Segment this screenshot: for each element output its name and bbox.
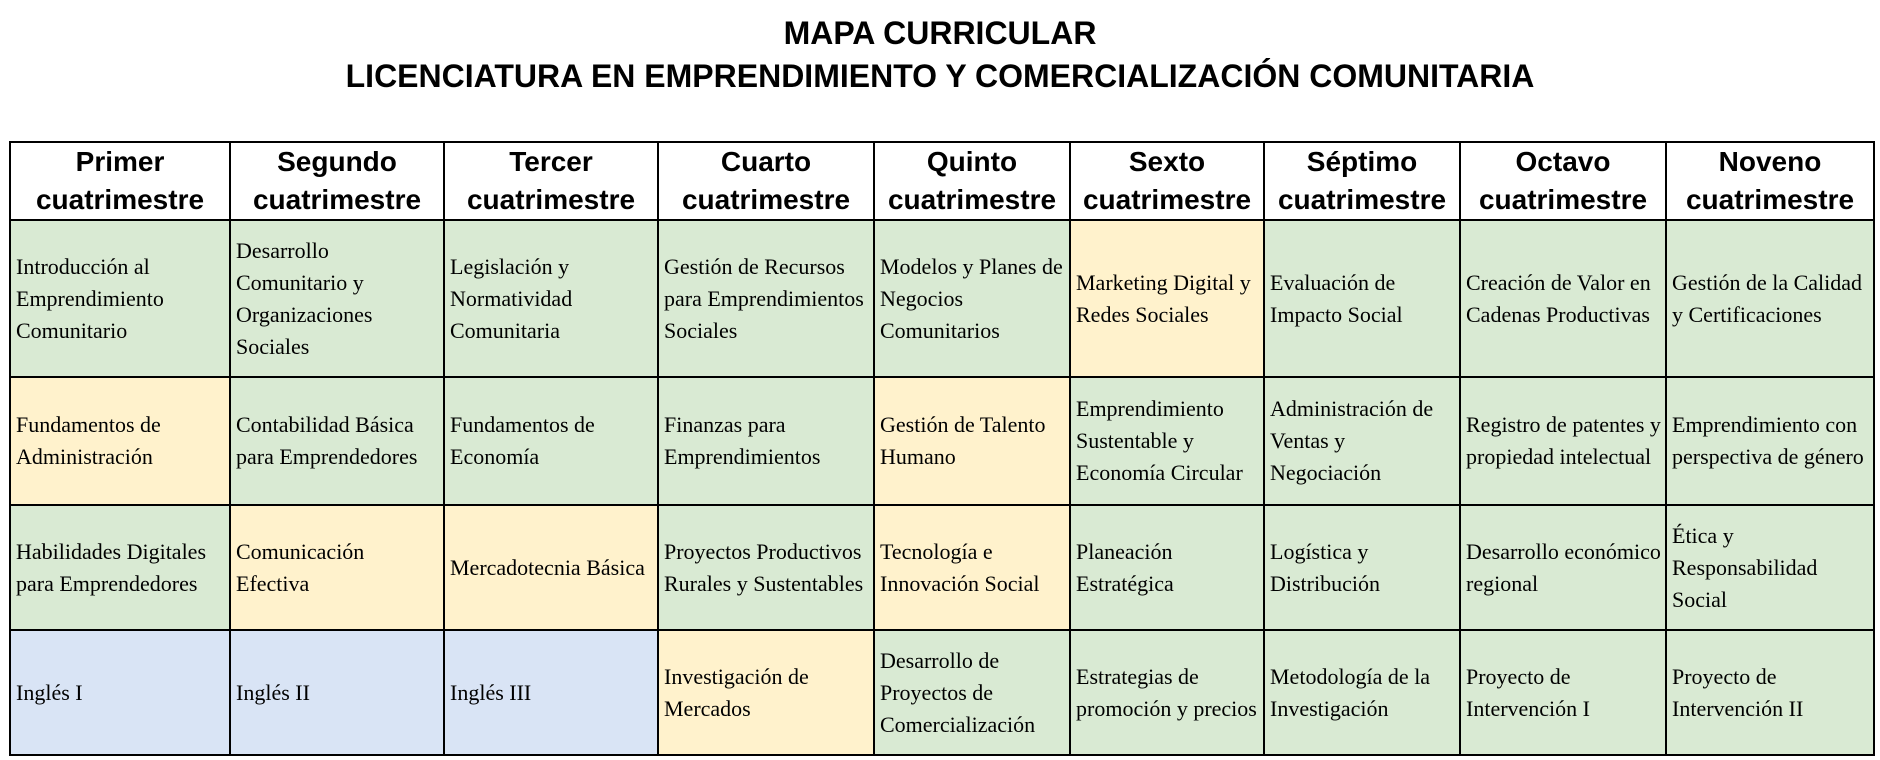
subject-cell: Desarrollo Comunitario y Organizaciones Sociales	[230, 220, 444, 377]
subject-cell: Fundamentos de Administración	[10, 377, 230, 505]
column-header-5: Quinto cuatrimestre	[874, 142, 1070, 220]
subject-cell: Desarrollo económico regional	[1460, 505, 1666, 630]
subject-cell: Proyectos Productivos Rurales y Sustentables	[658, 505, 874, 630]
subject-cell: Gestión de Talento Humano	[874, 377, 1070, 505]
subject-cell: Proyecto de Intervención I	[1460, 630, 1666, 755]
subject-cell: Comunicación Efectiva	[230, 505, 444, 630]
subject-cell: Evaluación de Impacto Social	[1264, 220, 1460, 377]
subject-cell: Inglés I	[10, 630, 230, 755]
title-line-2: LICENCIATURA EN EMPRENDIMIENTO Y COMERCIALIZACIÓN COMUNITARIA	[345, 58, 1535, 94]
table-row	[10, 505, 1874, 630]
subject-cell: Gestión de la Calidad y Certificaciones	[1666, 220, 1874, 377]
subject-cell: Gestión de Recursos para Emprendimientos Sociales	[658, 220, 874, 377]
subject-cell: Desarrollo de Proyectos de Comercialización	[874, 630, 1070, 755]
subject-cell: Registro de patentes y propiedad intelectual	[1460, 377, 1666, 505]
subject-cell: Administración de Ventas y Negociación	[1264, 377, 1460, 505]
subject-cell: Logística y Distribución	[1264, 505, 1460, 630]
header-row	[10, 142, 1874, 220]
curriculum-table	[9, 141, 1875, 756]
document-title	[0, 12, 1880, 98]
title-line-1: MAPA CURRICULAR	[783, 15, 1097, 51]
column-header-1: Primer cuatrimestre	[10, 142, 230, 220]
table-row	[10, 377, 1874, 505]
subject-cell: Creación de Valor en Cadenas Productivas	[1460, 220, 1666, 377]
subject-cell: Finanzas para Emprendimientos	[658, 377, 874, 505]
subject-cell: Marketing Digital y Redes Sociales	[1070, 220, 1264, 377]
subject-cell: Planeación Estratégica	[1070, 505, 1264, 630]
table-row	[10, 630, 1874, 755]
column-header-3: Tercer cuatrimestre	[444, 142, 658, 220]
subject-cell: Metodología de la Investigación	[1264, 630, 1460, 755]
subject-cell: Estrategias de promoción y precios	[1070, 630, 1264, 755]
subject-cell: Emprendimiento con perspectiva de género	[1666, 377, 1874, 505]
subject-cell: Inglés III	[444, 630, 658, 755]
subject-cell: Emprendimiento Sustentable y Economía Circular	[1070, 377, 1264, 505]
column-header-8: Octavo cuatrimestre	[1460, 142, 1666, 220]
column-header-2: Segundo cuatrimestre	[230, 142, 444, 220]
subject-cell: Legislación y Normatividad Comunitaria	[444, 220, 658, 377]
table-row	[10, 220, 1874, 377]
subject-cell: Mercadotecnia Básica	[444, 505, 658, 630]
subject-cell: Investigación de Mercados	[658, 630, 874, 755]
subject-cell: Inglés II	[230, 630, 444, 755]
column-header-9: Noveno cuatrimestre	[1666, 142, 1874, 220]
subject-cell: Introducción al Emprendimiento Comunitario	[10, 220, 230, 377]
subject-cell: Proyecto de Intervención II	[1666, 630, 1874, 755]
subject-cell: Contabilidad Básica para Emprendedores	[230, 377, 444, 505]
column-header-7: Séptimo cuatrimestre	[1264, 142, 1460, 220]
column-header-4: Cuarto cuatrimestre	[658, 142, 874, 220]
subject-cell: Modelos y Planes de Negocios Comunitarios	[874, 220, 1070, 377]
subject-cell: Fundamentos de Economía	[444, 377, 658, 505]
subject-cell: Tecnología e Innovación Social	[874, 505, 1070, 630]
subject-cell: Ética y Responsabilidad Social	[1666, 505, 1874, 630]
column-header-6: Sexto cuatrimestre	[1070, 142, 1264, 220]
subject-cell: Habilidades Digitales para Emprendedores	[10, 505, 230, 630]
